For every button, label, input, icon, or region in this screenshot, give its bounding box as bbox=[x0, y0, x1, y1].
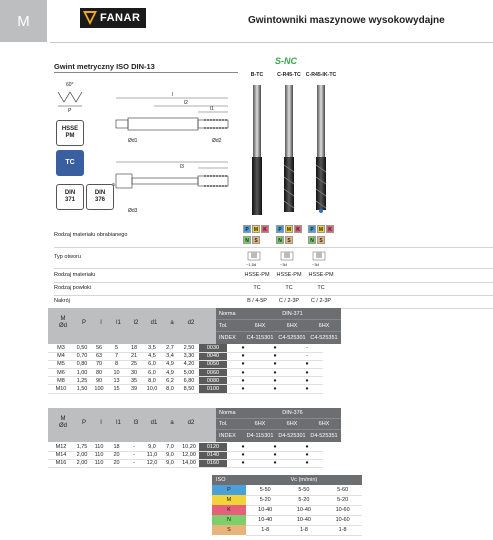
drawing-angle-label: 60° bbox=[66, 82, 74, 88]
table1-head-m bbox=[56, 316, 70, 330]
index-code: 0080 bbox=[199, 377, 227, 385]
availability-mark: ● bbox=[259, 352, 291, 360]
col-header: a bbox=[170, 420, 174, 426]
thread-size: M16 bbox=[48, 459, 74, 467]
index-code: 0120 bbox=[199, 443, 227, 451]
tap-image-c-r45-ik-tc bbox=[316, 85, 326, 213]
table-cell: 18 bbox=[108, 443, 125, 451]
table-cell: 110 bbox=[90, 459, 108, 467]
table2-col-headers bbox=[76, 420, 201, 426]
badge-line: DIN bbox=[64, 190, 76, 197]
table-cell: 10,0 bbox=[143, 385, 161, 393]
head-d: Ød bbox=[58, 423, 67, 430]
vc-row bbox=[212, 505, 362, 515]
table-cell: - bbox=[125, 451, 143, 459]
table-cell: 1,75 bbox=[74, 443, 90, 451]
table-cell: 1,25 bbox=[74, 377, 90, 385]
availability-mark: ● bbox=[227, 369, 259, 377]
vc-value: 5-60 bbox=[323, 485, 362, 495]
table-cell: 70 bbox=[90, 360, 108, 368]
drawing-d2-label: Ød2 bbox=[212, 138, 222, 144]
chip-k: K bbox=[261, 225, 269, 233]
availability-mark: ● bbox=[291, 360, 323, 368]
table-cell: 4,9 bbox=[161, 360, 179, 368]
vc-value: 5-50 bbox=[285, 485, 324, 495]
table-row bbox=[48, 352, 323, 360]
badge-line: TC bbox=[65, 158, 75, 166]
column-header-c-r45-tc: C-R45-TC bbox=[277, 72, 301, 78]
chip-n: N bbox=[308, 236, 316, 244]
table-cell: 3,4 bbox=[161, 352, 179, 360]
iso-group: P bbox=[212, 485, 246, 495]
index-code: 0040 bbox=[199, 352, 227, 360]
table-cell: 4,9 bbox=[161, 369, 179, 377]
product-code: D4-525301 bbox=[278, 433, 306, 439]
head-m: M bbox=[60, 316, 66, 322]
col-header: l bbox=[100, 320, 102, 326]
brand-logo bbox=[80, 8, 146, 28]
property-row-material-workpiece bbox=[54, 228, 493, 248]
chip-m: M bbox=[318, 227, 324, 233]
property-row-coating bbox=[54, 283, 493, 296]
drawing-d3-label: Ød3 bbox=[128, 208, 138, 214]
norm-label: Norma bbox=[219, 410, 236, 416]
col-header: l3 bbox=[133, 420, 139, 426]
table-cell: 25 bbox=[125, 360, 143, 368]
table-cell: 7 bbox=[108, 352, 125, 360]
table-cell: 12,00 bbox=[179, 451, 199, 459]
tol-value: 6HX bbox=[318, 322, 330, 329]
availability-mark: - bbox=[291, 352, 323, 360]
vc-value: 10-40 bbox=[246, 505, 285, 515]
table-row bbox=[48, 369, 323, 377]
table-cell: 100 bbox=[90, 385, 108, 393]
availability-mark: ● bbox=[227, 352, 259, 360]
drawing-l-label: l bbox=[172, 92, 174, 98]
col-header: a bbox=[170, 320, 174, 326]
table-cell: 5,00 bbox=[179, 369, 199, 377]
product-code: C4-525351 bbox=[310, 335, 338, 341]
thread-size: M14 bbox=[48, 451, 74, 459]
table-row bbox=[48, 385, 323, 393]
availability-mark: ● bbox=[291, 451, 323, 459]
norm-label: Norma bbox=[219, 310, 236, 317]
table-cell: 4,20 bbox=[179, 360, 199, 368]
col-header: l1 bbox=[116, 320, 121, 326]
availability-mark: ● bbox=[227, 451, 259, 459]
thread-standard-title: Gwint metryczny ISO DIN-13 bbox=[54, 62, 155, 71]
col-header: d2 bbox=[187, 320, 195, 326]
table-cell: 8,0 bbox=[143, 377, 161, 385]
col-header: d1 bbox=[150, 420, 158, 426]
fanar-logo-icon bbox=[83, 11, 97, 25]
col-header: l bbox=[100, 420, 102, 426]
tol-label: Tol. bbox=[219, 421, 228, 427]
table-cell: 11,0 bbox=[143, 451, 161, 459]
property-label: Rodzaj materiału obrabianego bbox=[54, 232, 128, 238]
table-cell: 0,70 bbox=[74, 352, 90, 360]
hole-depth-label: ~3d bbox=[312, 262, 319, 267]
col-header: d2 bbox=[187, 420, 195, 426]
section-letter: M bbox=[17, 12, 30, 30]
table-cell: 9,0 bbox=[161, 451, 179, 459]
product-code: C4-115301 bbox=[246, 335, 274, 341]
vc-row bbox=[212, 525, 362, 535]
vc-value: 1-8 bbox=[246, 525, 285, 535]
table1-header-bg bbox=[48, 308, 216, 344]
vc-row bbox=[212, 495, 362, 505]
tol-value: 6HX bbox=[318, 421, 330, 427]
availability-mark: ● bbox=[227, 360, 259, 368]
vc-header: Vc (m/min) bbox=[246, 475, 362, 485]
property-value: HSSE-PM bbox=[276, 272, 302, 278]
product-code: D4-525351 bbox=[310, 433, 338, 439]
index-code: 0160 bbox=[199, 459, 227, 467]
vc-value: 5-20 bbox=[246, 495, 285, 505]
vc-value: 1-8 bbox=[285, 525, 324, 535]
tap-image-c-r45-tc bbox=[284, 85, 294, 212]
table-row bbox=[48, 360, 323, 368]
vc-value: 10-40 bbox=[285, 505, 324, 515]
index-code: 0030 bbox=[199, 344, 227, 352]
availability-mark: ● bbox=[291, 443, 323, 451]
vc-value: 10-60 bbox=[323, 505, 362, 515]
availability-mark: ● bbox=[259, 344, 291, 352]
vc-header-row bbox=[212, 475, 362, 485]
badge-hsse-pm bbox=[56, 120, 84, 146]
norm-value: DIN-376 bbox=[282, 410, 303, 416]
index-label: INDEX bbox=[219, 335, 236, 341]
table1-norm-block bbox=[216, 308, 341, 344]
table-cell: 15 bbox=[108, 385, 125, 393]
property-label: Nakrój bbox=[54, 298, 70, 304]
property-value: C / 2-3P bbox=[310, 298, 332, 304]
tol-value: 6HX bbox=[254, 322, 266, 329]
table-row bbox=[48, 459, 323, 467]
table-cell: 13 bbox=[108, 377, 125, 385]
table-cell: 110 bbox=[90, 451, 108, 459]
drawing-l2-label: l2 bbox=[184, 100, 188, 106]
availability-mark: ● bbox=[259, 360, 291, 368]
table-cell: 20 bbox=[108, 459, 125, 467]
table-cell: 3,5 bbox=[143, 344, 161, 352]
index-code: 0140 bbox=[199, 451, 227, 459]
material-chips-b-tc bbox=[243, 225, 269, 245]
chip-p: P bbox=[276, 225, 284, 233]
table-cell: 90 bbox=[90, 377, 108, 385]
chip-p: P bbox=[308, 225, 316, 233]
vc-value: 5-20 bbox=[323, 495, 362, 505]
vc-row bbox=[212, 485, 362, 495]
chip-k: K bbox=[294, 225, 302, 233]
badge-din-371 bbox=[56, 184, 84, 210]
chip-k: K bbox=[326, 225, 334, 233]
table-cell: 7,0 bbox=[161, 443, 179, 451]
availability-mark: ● bbox=[259, 443, 291, 451]
table1-col-headers bbox=[76, 320, 201, 326]
availability-mark: ● bbox=[291, 459, 323, 467]
table-cell: 1,50 bbox=[74, 385, 90, 393]
hole-depth-label: ~1,5d bbox=[246, 262, 257, 267]
table-cell: - bbox=[125, 443, 143, 451]
table-cell: 39 bbox=[125, 385, 143, 393]
table-cell: 21 bbox=[125, 352, 143, 360]
blind-hole-icon bbox=[312, 251, 326, 261]
property-value: TC bbox=[285, 285, 293, 291]
badge-line: PM bbox=[65, 133, 75, 139]
chip-n: N bbox=[276, 236, 284, 244]
availability-mark: ● bbox=[291, 385, 323, 393]
availability-mark: ● bbox=[291, 377, 323, 385]
availability-mark: ● bbox=[227, 377, 259, 385]
hole-depth-label: ~3d bbox=[280, 262, 287, 267]
vc-value: 5-50 bbox=[246, 485, 285, 495]
index-code: 0060 bbox=[199, 369, 227, 377]
property-value: B / 4-5P bbox=[247, 298, 267, 304]
drawing-d1-label: Ød1 bbox=[128, 138, 138, 144]
property-value: TC bbox=[253, 285, 261, 291]
index-code: 0050 bbox=[199, 360, 227, 368]
table-cell: 30 bbox=[125, 369, 143, 377]
thread-size: M3 bbox=[48, 344, 74, 352]
drawing-l3-label: l3 bbox=[180, 164, 184, 170]
table-cell: 2,00 bbox=[74, 459, 90, 467]
brand-name: FANAR bbox=[100, 12, 141, 24]
head-m: M bbox=[60, 416, 66, 422]
iso-group: S bbox=[212, 525, 246, 535]
table-cell: 6,2 bbox=[161, 377, 179, 385]
table-cell: 8 bbox=[108, 360, 125, 368]
vc-row bbox=[212, 515, 362, 525]
table-cell: 9,0 bbox=[143, 443, 161, 451]
vc-value: 5-20 bbox=[285, 495, 324, 505]
page-title: Gwintowniki maszynowe wysokowydajne bbox=[248, 15, 445, 26]
vc-value: 10-60 bbox=[323, 515, 362, 525]
drawing-l1-label: l1 bbox=[210, 106, 214, 112]
table2-norm-block bbox=[216, 408, 341, 442]
table-cell: 8,50 bbox=[179, 385, 199, 393]
table-cell: 80 bbox=[90, 369, 108, 377]
property-label: Typ otworu bbox=[54, 254, 81, 260]
vc-value: 1-8 bbox=[323, 525, 362, 535]
column-header-c-r45-ik-tc: C-R45-IK-TC bbox=[305, 72, 337, 78]
table-cell: 5 bbox=[108, 344, 125, 352]
table-cell: 10 bbox=[108, 369, 125, 377]
table2-data bbox=[48, 443, 323, 468]
section-tab bbox=[0, 0, 47, 42]
thread-size: M8 bbox=[48, 377, 74, 385]
badge-tc bbox=[56, 150, 84, 176]
table-cell: 14,00 bbox=[179, 459, 199, 467]
tol-label: Tol. bbox=[219, 322, 228, 329]
panel-divider bbox=[54, 72, 238, 73]
vc-value: 10-40 bbox=[285, 515, 324, 525]
availability-mark: ● bbox=[259, 377, 291, 385]
table-cell: 6,0 bbox=[143, 360, 161, 368]
availability-mark: ● bbox=[259, 369, 291, 377]
col-header: l1 bbox=[116, 420, 121, 426]
property-value: HSSE-PM bbox=[244, 272, 270, 278]
table-cell: - bbox=[125, 459, 143, 467]
tol-value: 6HX bbox=[254, 421, 266, 427]
header-divider bbox=[50, 42, 493, 43]
table-cell: 2,00 bbox=[74, 451, 90, 459]
tap-photos bbox=[242, 80, 337, 220]
table-cell: 1,00 bbox=[74, 369, 90, 377]
drawing-pitch-label: P bbox=[68, 108, 72, 114]
badge-line: 376 bbox=[94, 197, 105, 203]
table-row bbox=[48, 443, 323, 451]
chip-p: P bbox=[243, 225, 251, 233]
availability-mark: ● bbox=[227, 459, 259, 467]
column-header-b-tc: B-TC bbox=[250, 72, 264, 78]
badge-line: HSSE bbox=[61, 126, 79, 133]
property-row-hole-type bbox=[54, 249, 493, 269]
table-cell: 4,5 bbox=[143, 352, 161, 360]
property-label: Rodzaj materiału bbox=[54, 272, 96, 278]
thread-size: M10 bbox=[48, 385, 74, 393]
table-cell: 0,80 bbox=[74, 360, 90, 368]
iso-group: N bbox=[212, 515, 246, 525]
table-row bbox=[48, 377, 323, 385]
thread-size: M5 bbox=[48, 360, 74, 368]
availability-mark: ● bbox=[259, 451, 291, 459]
property-value: TC bbox=[317, 285, 325, 291]
badge-line: 371 bbox=[64, 197, 75, 203]
norm-value: DIN-371 bbox=[282, 310, 303, 317]
availability-mark: ● bbox=[227, 385, 259, 393]
table-cell: 56 bbox=[90, 344, 108, 352]
series-name: S-NC bbox=[275, 56, 297, 66]
index-code: 0100 bbox=[199, 385, 227, 393]
table-cell: 10,20 bbox=[179, 443, 199, 451]
cutting-speed-table bbox=[212, 475, 362, 536]
thread-size: M6 bbox=[48, 369, 74, 377]
table-cell: 63 bbox=[90, 352, 108, 360]
chip-s: S bbox=[317, 236, 325, 244]
availability-mark: ● bbox=[259, 385, 291, 393]
table1-data bbox=[48, 344, 323, 394]
chip-n: N bbox=[243, 236, 251, 244]
col-header: P bbox=[81, 320, 86, 326]
chip-s: S bbox=[285, 236, 293, 244]
table-cell: 6,80 bbox=[179, 377, 199, 385]
table-cell: 9,0 bbox=[161, 459, 179, 467]
availability-mark: ● bbox=[291, 369, 323, 377]
property-row-tool-material bbox=[54, 270, 493, 283]
chip-m: M bbox=[286, 227, 292, 233]
table-cell: 3,30 bbox=[179, 352, 199, 360]
material-chips-c-r45-tc bbox=[276, 225, 302, 245]
tol-value: 6HX bbox=[286, 322, 298, 329]
badge-din-376 bbox=[86, 184, 114, 210]
product-code: C4-525301 bbox=[278, 335, 306, 341]
property-value: C / 2-3P bbox=[278, 298, 300, 304]
table-cell: 0,50 bbox=[74, 344, 90, 352]
table2-head-m bbox=[56, 416, 70, 430]
vc-value: 10-40 bbox=[246, 515, 285, 525]
blind-hole-icon bbox=[280, 251, 294, 261]
col-header: P bbox=[81, 420, 86, 426]
table-cell: 20 bbox=[108, 451, 125, 459]
iso-header: ISO bbox=[212, 475, 246, 485]
table-cell: 8,0 bbox=[161, 385, 179, 393]
property-value: HSSE-PM bbox=[308, 272, 334, 278]
iso-group: K bbox=[212, 505, 246, 515]
tap-image-b-tc bbox=[252, 85, 262, 215]
availability-mark: - bbox=[291, 344, 323, 352]
table-cell: 110 bbox=[90, 443, 108, 451]
blind-hole-icon bbox=[247, 251, 261, 261]
table-row bbox=[48, 451, 323, 459]
thread-size: M4 bbox=[48, 352, 74, 360]
table-cell: 6,0 bbox=[143, 369, 161, 377]
tol-value: 6HX bbox=[286, 421, 298, 427]
thread-size: M12 bbox=[48, 443, 74, 451]
table-cell: 12,0 bbox=[143, 459, 161, 467]
table-row bbox=[48, 344, 323, 352]
chip-s: S bbox=[252, 236, 260, 244]
table-cell: 2,50 bbox=[179, 344, 199, 352]
material-chips-c-r45-ik-tc bbox=[308, 225, 334, 245]
availability-mark: ● bbox=[259, 459, 291, 467]
property-label: Rodzaj powłoki bbox=[54, 285, 91, 291]
availability-mark: ● bbox=[227, 344, 259, 352]
product-code: D4-115301 bbox=[246, 433, 274, 439]
table-cell: 35 bbox=[125, 377, 143, 385]
chip-m: M bbox=[253, 227, 259, 233]
head-d: Ød bbox=[58, 323, 67, 330]
badge-line: DIN bbox=[94, 190, 106, 197]
table-cell: 18 bbox=[125, 344, 143, 352]
availability-mark: ● bbox=[227, 443, 259, 451]
col-header: l2 bbox=[133, 320, 139, 326]
index-label: INDEX bbox=[219, 433, 236, 439]
table-cell: 2,7 bbox=[161, 344, 179, 352]
iso-group: M bbox=[212, 495, 246, 505]
col-header: d1 bbox=[150, 320, 158, 326]
